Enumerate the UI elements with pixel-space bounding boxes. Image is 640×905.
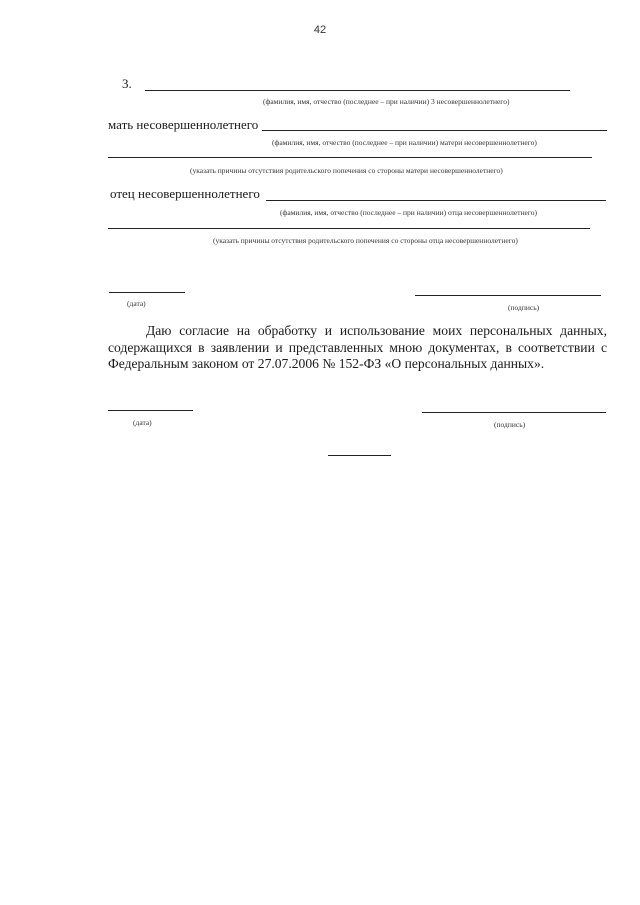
item-number: 3. xyxy=(122,76,132,91)
signature-caption-1: (подпись) xyxy=(508,303,540,312)
father-reason-field[interactable] xyxy=(108,228,590,229)
date-caption-1: (дата) xyxy=(127,299,146,308)
father-name-field[interactable] xyxy=(266,200,606,201)
father-name-caption: (фамилия, имя, отчество (последнее – при наличии) отца несовершеннолетнего) xyxy=(280,208,537,217)
mother-reason-caption: (указать причины отсутствия родительского попечения со стороны матери несовершеннолетнего) xyxy=(190,166,503,175)
mother-label: мать несовершеннолетнего xyxy=(108,117,259,132)
mother-name-field[interactable] xyxy=(262,130,607,131)
page-number: 42 xyxy=(313,24,327,36)
signature-field-1[interactable] xyxy=(415,295,601,296)
date-field-1[interactable] xyxy=(109,292,185,293)
child-name-caption: (фамилия, имя, отчество (последнее – при наличии) 3 несовершеннолетнего) xyxy=(263,97,510,106)
signature-caption-2: (подпись) xyxy=(494,420,526,429)
date-caption-2: (дата) xyxy=(133,418,152,427)
date-field-2[interactable] xyxy=(108,410,193,411)
mother-reason-field[interactable] xyxy=(108,157,592,158)
father-label: отец несовершеннолетнего xyxy=(110,186,260,201)
child-name-field[interactable] xyxy=(145,90,570,91)
father-reason-caption: (указать причины отсутствия родительского попечения со стороны отца несовершеннолетнего) xyxy=(213,236,518,245)
consent-paragraph: Даю согласие на обработку и использование моих персональных данных, содержащихся в заявлении и представленных мною документах, в соответствии с Федеральным законом от 27.07.2006 № 152-ФЗ «О персональных данных». xyxy=(108,323,607,371)
mother-name-caption: (фамилия, имя, отчество (последнее – при наличии) матери несовершеннолетнего) xyxy=(272,138,537,147)
signature-field-2[interactable] xyxy=(422,412,606,413)
end-separator xyxy=(328,455,391,456)
